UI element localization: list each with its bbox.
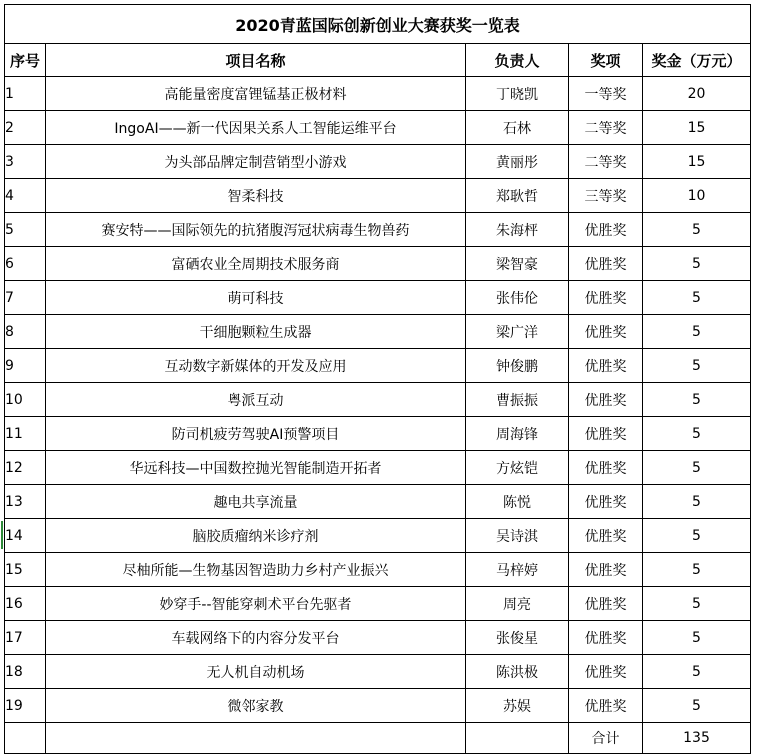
cell-leader[interactable]: 吴诗淇 [466, 519, 569, 553]
cell-award[interactable]: 优胜奖 [569, 621, 643, 655]
table-row [5, 553, 751, 587]
cell-leader[interactable]: 张俊星 [466, 621, 569, 655]
cell-award[interactable]: 优胜奖 [569, 451, 643, 485]
cell-empty[interactable] [5, 723, 46, 754]
cell-index[interactable]: 2 [5, 111, 46, 145]
header-row [5, 44, 751, 77]
cell-index[interactable]: 5 [5, 213, 46, 247]
total-amount[interactable]: 135 [643, 723, 751, 754]
total-row [5, 723, 751, 754]
table-row [5, 485, 751, 519]
cell-leader[interactable]: 马梓婷 [466, 553, 569, 587]
cell-amount[interactable]: 5 [643, 281, 751, 315]
cell-project[interactable]: 智柔科技 [46, 179, 466, 213]
cell-empty[interactable] [466, 723, 569, 754]
table-row [5, 689, 751, 723]
cell-leader[interactable]: 周亮 [466, 587, 569, 621]
cell-award[interactable]: 优胜奖 [569, 519, 643, 553]
cell-award[interactable]: 三等奖 [569, 179, 643, 213]
cell-amount[interactable]: 15 [643, 111, 751, 145]
cell-index[interactable]: 4 [5, 179, 46, 213]
cell-index[interactable]: 18 [5, 655, 46, 689]
cell-amount[interactable]: 5 [643, 315, 751, 349]
cell-amount[interactable]: 5 [643, 349, 751, 383]
cell-index[interactable]: 14 [5, 519, 46, 553]
cell-award[interactable]: 优胜奖 [569, 587, 643, 621]
header-leader[interactable]: 负责人 [466, 44, 569, 77]
row-selection-marker [1, 521, 3, 549]
cell-project[interactable]: 互动数字新媒体的开发及应用 [46, 349, 466, 383]
cell-award[interactable]: 优胜奖 [569, 383, 643, 417]
cell-project[interactable]: 防司机疲劳驾驶AI预警项目 [46, 417, 466, 451]
cell-index[interactable]: 8 [5, 315, 46, 349]
cell-index[interactable]: 10 [5, 383, 46, 417]
cell-project[interactable]: 粤派互动 [46, 383, 466, 417]
table-row [5, 213, 751, 247]
cell-leader[interactable]: 陈悦 [466, 485, 569, 519]
cell-empty[interactable] [46, 723, 466, 754]
cell-amount[interactable]: 5 [643, 247, 751, 281]
cell-award[interactable]: 优胜奖 [569, 247, 643, 281]
cell-index[interactable]: 13 [5, 485, 46, 519]
cell-index[interactable]: 15 [5, 553, 46, 587]
cell-leader[interactable]: 黄丽彤 [466, 145, 569, 179]
cell-award[interactable]: 优胜奖 [569, 281, 643, 315]
cell-leader[interactable]: 钟俊鹏 [466, 349, 569, 383]
cell-leader[interactable]: 石林 [466, 111, 569, 145]
cell-award[interactable]: 优胜奖 [569, 315, 643, 349]
table-row [5, 281, 751, 315]
cell-index[interactable]: 17 [5, 621, 46, 655]
cell-leader[interactable]: 张伟伦 [466, 281, 569, 315]
cell-project[interactable]: 赛安特——国际领先的抗猪腹泻冠状病毒生物兽药 [46, 213, 466, 247]
cell-amount[interactable]: 5 [643, 587, 751, 621]
cell-leader[interactable]: 陈洪极 [466, 655, 569, 689]
cell-amount[interactable]: 10 [643, 179, 751, 213]
cell-award[interactable]: 优胜奖 [569, 655, 643, 689]
cell-award[interactable]: 一等奖 [569, 77, 643, 111]
cell-project[interactable]: 尽柚所能—生物基因智造助力乡村产业振兴 [46, 553, 466, 587]
cell-amount[interactable]: 20 [643, 77, 751, 111]
cell-award[interactable]: 二等奖 [569, 145, 643, 179]
cell-index[interactable]: 11 [5, 417, 46, 451]
cell-project[interactable]: 妙穿手--智能穿刺术平台先驱者 [46, 587, 466, 621]
cell-project[interactable]: 趣电共享流量 [46, 485, 466, 519]
table-row [5, 417, 751, 451]
cell-index[interactable]: 1 [5, 77, 46, 111]
cell-award[interactable]: 优胜奖 [569, 213, 643, 247]
cell-index[interactable]: 6 [5, 247, 46, 281]
cell-index[interactable]: 19 [5, 689, 46, 723]
cell-project[interactable]: 华远科技—中国数控抛光智能制造开拓者 [46, 451, 466, 485]
table-title[interactable]: 2020青蓝国际创新创业大赛获奖一览表 [5, 5, 751, 44]
cell-project[interactable]: IngoAI——新一代因果关系人工智能运维平台 [46, 111, 466, 145]
cell-leader[interactable]: 苏娱 [466, 689, 569, 723]
cell-leader[interactable]: 丁晓凯 [466, 77, 569, 111]
cell-amount[interactable]: 5 [643, 689, 751, 723]
cell-award[interactable]: 优胜奖 [569, 485, 643, 519]
cell-award[interactable]: 二等奖 [569, 111, 643, 145]
cell-leader[interactable]: 朱海枰 [466, 213, 569, 247]
table-row [5, 519, 751, 553]
table-row [5, 77, 751, 111]
cell-amount[interactable]: 5 [643, 621, 751, 655]
cell-award[interactable]: 优胜奖 [569, 417, 643, 451]
table-row [5, 145, 751, 179]
cell-amount[interactable]: 5 [643, 553, 751, 587]
cell-leader[interactable]: 梁广洋 [466, 315, 569, 349]
cell-amount[interactable]: 5 [643, 519, 751, 553]
cell-index[interactable]: 3 [5, 145, 46, 179]
table-row [5, 587, 751, 621]
table-row [5, 655, 751, 689]
cell-index[interactable]: 7 [5, 281, 46, 315]
cell-amount[interactable]: 5 [643, 383, 751, 417]
table-row [5, 621, 751, 655]
cell-project[interactable]: 无人机自动机场 [46, 655, 466, 689]
cell-index[interactable]: 9 [5, 349, 46, 383]
cell-award[interactable]: 优胜奖 [569, 689, 643, 723]
table-row [5, 383, 751, 417]
table-row [5, 111, 751, 145]
title-row [5, 5, 751, 44]
cell-amount[interactable]: 5 [643, 485, 751, 519]
cell-project[interactable]: 高能量密度富锂锰基正极材料 [46, 77, 466, 111]
table-row [5, 451, 751, 485]
awards-table [4, 4, 751, 754]
cell-project[interactable]: 脑胶质瘤纳米诊疗剂 [46, 519, 466, 553]
table-row [5, 315, 751, 349]
cell-leader[interactable]: 郑耿哲 [466, 179, 569, 213]
cell-project[interactable]: 为头部品牌定制营销型小游戏 [46, 145, 466, 179]
table-row [5, 179, 751, 213]
cell-leader[interactable]: 曹振振 [466, 383, 569, 417]
cell-leader[interactable]: 周海锋 [466, 417, 569, 451]
cell-award[interactable]: 优胜奖 [569, 349, 643, 383]
cell-project[interactable]: 萌可科技 [46, 281, 466, 315]
header-amount[interactable]: 奖金（万元） [643, 44, 751, 77]
table-row [5, 247, 751, 281]
cell-project[interactable]: 干细胞颗粒生成器 [46, 315, 466, 349]
cell-project[interactable]: 车载网络下的内容分发平台 [46, 621, 466, 655]
total-label[interactable]: 合计 [569, 723, 643, 754]
table-row [5, 349, 751, 383]
cell-amount[interactable]: 5 [643, 213, 751, 247]
cell-leader[interactable]: 梁智豪 [466, 247, 569, 281]
header-award[interactable]: 奖项 [569, 44, 643, 77]
cell-project[interactable]: 富硒农业全周期技术服务商 [46, 247, 466, 281]
cell-project[interactable]: 微邻家教 [46, 689, 466, 723]
cell-amount[interactable]: 5 [643, 417, 751, 451]
header-index[interactable]: 序号 [5, 44, 46, 77]
cell-index[interactable]: 16 [5, 587, 46, 621]
header-project[interactable]: 项目名称 [46, 44, 466, 77]
cell-index[interactable]: 12 [5, 451, 46, 485]
cell-amount[interactable]: 5 [643, 451, 751, 485]
cell-amount[interactable]: 15 [643, 145, 751, 179]
cell-award[interactable]: 优胜奖 [569, 553, 643, 587]
cell-leader[interactable]: 方炫铠 [466, 451, 569, 485]
cell-amount[interactable]: 5 [643, 655, 751, 689]
